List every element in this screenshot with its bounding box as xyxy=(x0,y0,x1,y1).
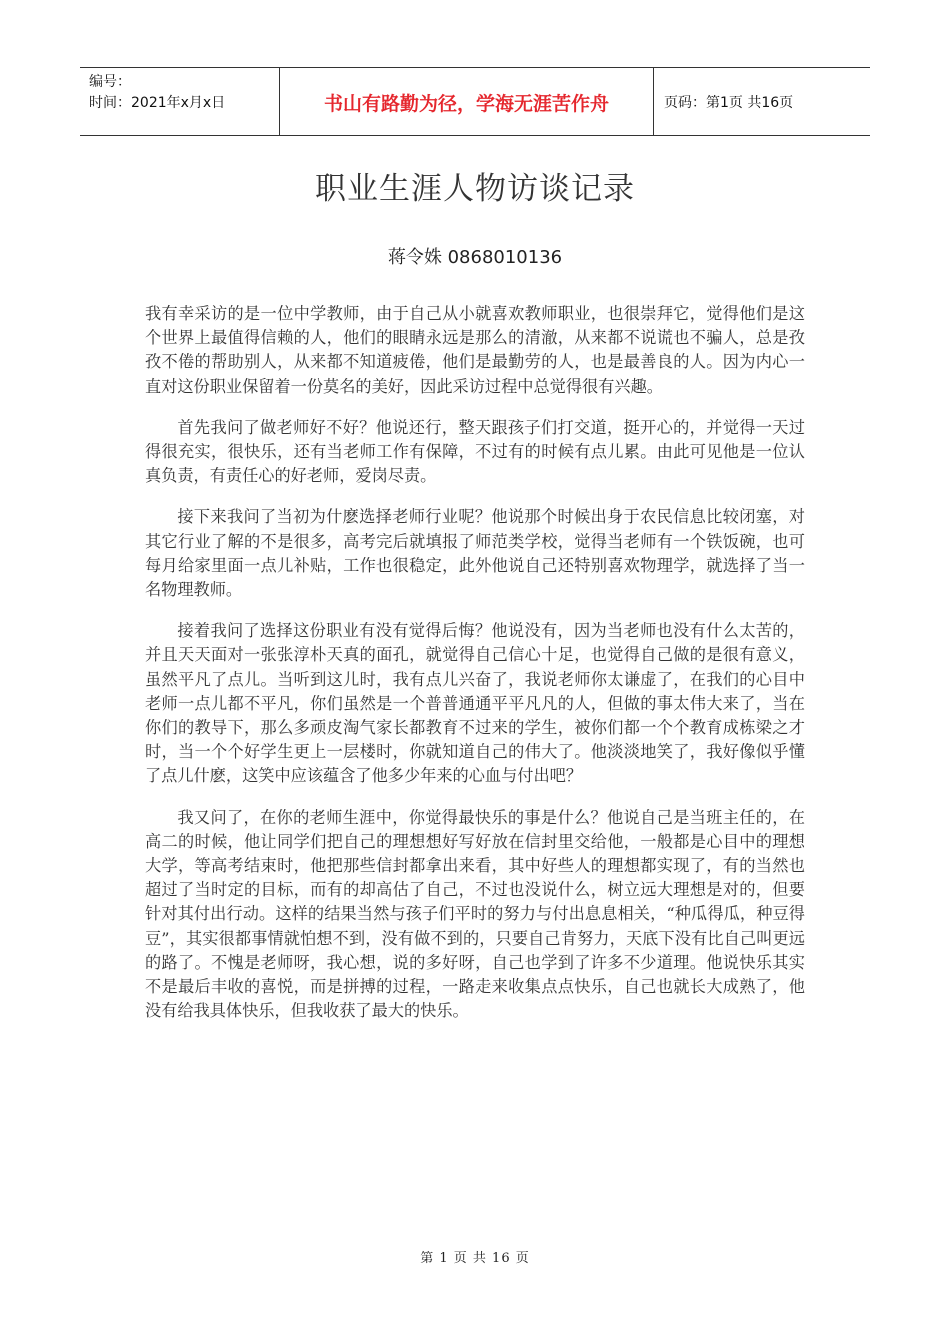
paragraph-question-1: 首先我问了做老师好不好？他说还行，整天跟孩子们打交道，挺开心的，并觉得一天过得很充实，很快乐，还有当老师工作有保障，不过有的时候有点儿累。由此可见他是一位认真负责，有责任心的好老师，爱岗尽责。 xyxy=(145,417,805,486)
page-footer: 第 1 页 共 16 页 xyxy=(420,1251,530,1266)
paragraph-question-4: 我又问了，在你的老师生涯中，你觉得最快乐的事是什么？他说自己是当班主任的，在高二的时候，他让同学们把自己的理想想好写好放在信封里交给他，一般都是心目中的理想大学，等高考结束时，他把那些信封都拿出来看，其中好些人的理想都实现了，有的当然也超过了当时定的目标，而有的却高估了自己，不过也没说什么，树立远大理想是对的，但要针对其付出行动。这样的结果当然与孩子们平时的努力与付出息息相关，“种瓜得瓜，种豆得豆”，其实很都事情就怕想不到，没有做不到的，只要自己肯努力，天底下没有比自己叫更远的路了。不愧是老师呀，我心想，说的多好呀，自己也学到了许多不少道理。他说快乐其实不是最后丰收的喜悦，而是拼搏的过程，一路走来收集点点快乐，自己也就长大成熟了，他没有给我具体快乐，但我收获了最大的快乐。 xyxy=(145,807,805,1021)
paragraph-question-3: 接着我问了选择这份职业有没有觉得后悔？他说没有，因为当老师也没有什么太苦的，并且天天面对一张张淳朴天真的面孔，就觉得自己信心十足，也觉得自己做的是很有意义，虽然平凡了点儿。当听到这儿时，我有点儿兴奋了，我说老师你太谦虚了，在我们的心目中老师一点儿都不平凡，你们虽然是一个普普通通平平凡凡的人，但做的事太伟大来了，当在你们的教导下，那么多顽皮淘气家长都教育不过来的学生，被你们都一个个教育成栋梁之才时，当一个个好学生更上一层楼时，你就知道自己的伟大了。他淡淡地笑了，我好像似乎懂了点儿什麽，这笑中应该蕴含了他多少年来的心血与付出吧？ xyxy=(145,621,805,786)
header-motto: 书山有路勤为径，学海无涯苦作舟 xyxy=(280,68,654,135)
document-body xyxy=(145,302,805,1040)
page-header xyxy=(80,67,870,136)
document-time-label: 时间：2021年x月x日 xyxy=(89,95,226,111)
document-title: 职业生涯人物访谈记录 xyxy=(315,171,635,207)
header-meta xyxy=(80,68,280,135)
document-number-label: 编号： xyxy=(89,74,131,90)
document-author: 蒋令姝 0868010136 xyxy=(387,247,563,268)
header-page-info: 页码：第1页 共16页 xyxy=(664,94,794,111)
paragraph-intro: 我有幸采访的是一位中学教师，由于自己从小就喜欢教师职业，也很崇拜它，觉得他们是这个世界上最值得信赖的人，他们的眼睛永远是那么的清澈，从来都不说谎也不骗人，总是孜孜不倦的帮助别人，从来都不知道疲倦，他们是最勤劳的人，也是最善良的人。因为内心一直对这份职业保留着一份莫名的美好，因此采访过程中总觉得很有兴趣。 xyxy=(145,304,805,396)
paragraph-question-2: 接下来我问了当初为什麽选择老师行业呢？他说那个时候出身于农民信息比较闭塞，对其它行业了解的不是很多，高考完后就填报了师范类学校，觉得当老师有一个铁饭碗，也可每月给家里面一点儿补贴，工作也很稳定，此外他说自己还特别喜欢物理学，就选择了当一名物理教师。 xyxy=(145,507,805,600)
